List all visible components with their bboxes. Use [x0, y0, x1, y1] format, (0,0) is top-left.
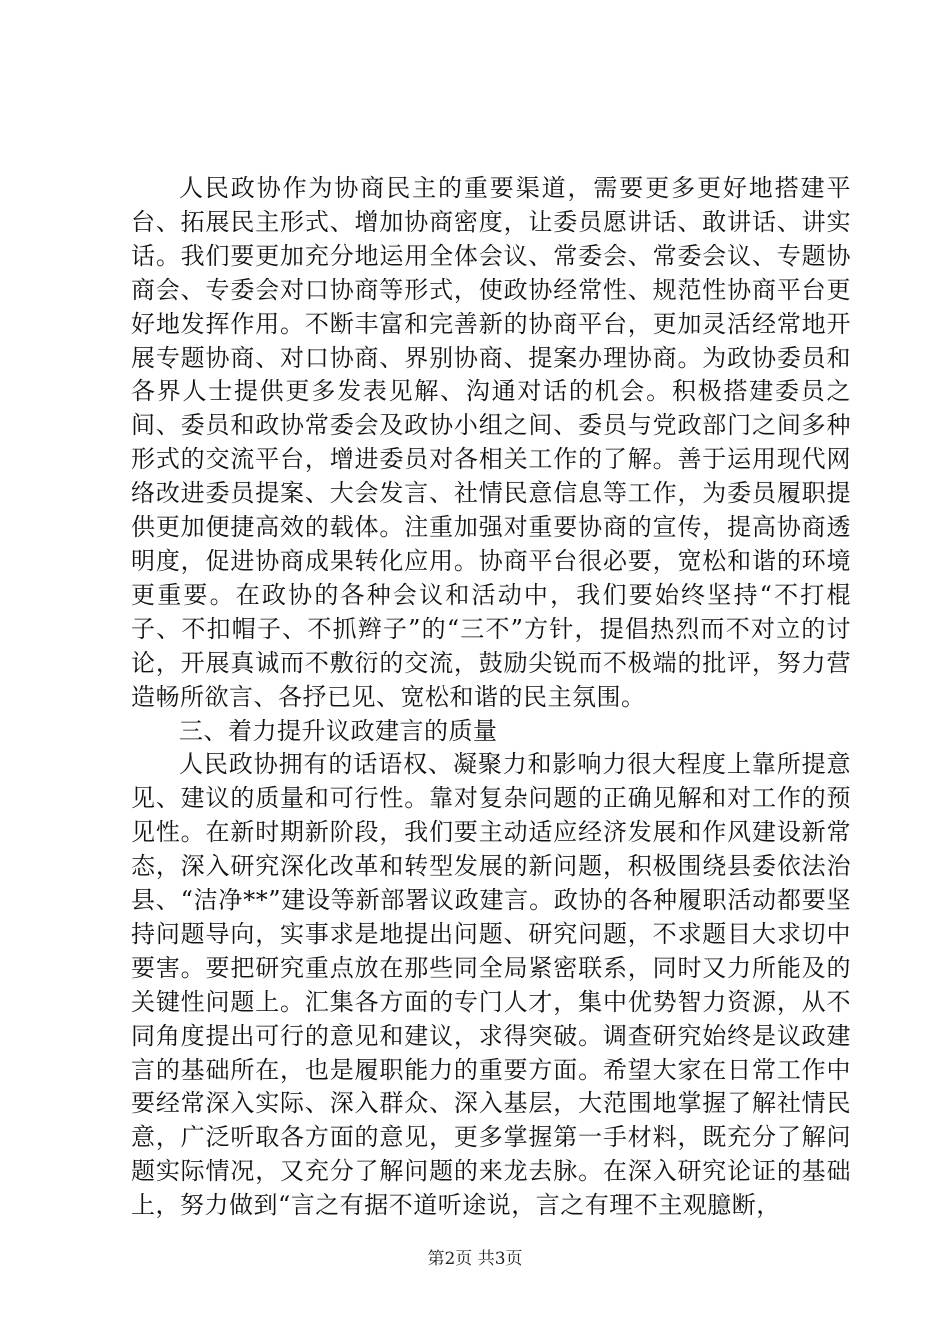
paragraph-platform: 人民政协作为协商民主的重要渠道，需要更多更好地搭建平台、拓展民主形式、增加协商密度，让委员愿讲话、敢讲话、讲实话。我们要更加充分地运用全体会议、常委会、常委会议、专题协商会、专委会对口协商等形式，使政协经常性、规范性协商平台更好地发挥作用。不断丰富和完善新的协商平台，更加灵活经常地开展专题协商、对口协商、界别协商、提案办理协商。为政协委员和各界人士提供更多发表见解、沟通对话的机会。积极搭建委员之间、委员和政协常委会及政协小组之间、委员与党政部门之间多种形式的交流平台，增进委员对各相关工作的了解。善于运用现代网络改进委员提案、大会发言、社情民意信息等工作，为委员履职提供更加便捷高效的载体。注重加强对重要协商的宣传，提高协商透明度，促进协商成果转化应用。协商平台很必要，宽松和谐的环境更重要。在政协的各种会议和活动中，我们要始终坚持“不打棍子、不扣帽子、不抓辫子”的“三不”方针，提倡热烈而不对立的讨论，开展真诚而不敷衍的交流，鼓励尖锐而不极端的批评，努力营造畅所欲言、各抒已见、宽松和谐的民主氛围。 — [131, 174, 851, 711]
document-body — [131, 172, 851, 1223]
section-heading-3: 三、着力提升议政建言的质量 — [179, 716, 498, 745]
page-number-footer: 第2页 共3页 — [427, 1249, 523, 1269]
paragraph-quality: 人民政协拥有的话语权、凝聚力和影响力很大程度上靠所提意见、建议的质量和可行性。靠对复杂问题的正确见解和对工作的预见性。在新时期新阶段，我们要主动适应经济发展和作风建设新常态，深入研究深化改革和转型发展的新问题，积极围绕县委依法治县、“洁净**”建设等新部署议政建言。政协的各种履职活动都要坚持问题导向，实事求是地提出问题、研究问题，不求题目大求切中要害。要把研究重点放在那些同全局紧密联系，同时又力所能及的关键性问题上。汇集各方面的专门人才，集中优势智力资源，从不同角度提出可行的意见和建议，求得突破。调查研究始终是议政建言的基础所在，也是履职能力的重要方面。希望大家在日常工作中要经常深入实际、深入群众、深入基层，大范围地掌握了解社情民意，广泛听取各方面的意见，更多掌握第一手材料，既充分了解问题实际情况，又充分了解问题的来龙去脉。在深入研究论证的基础上，努力做到“言之有据不道听途说，言之有理不主观臆断， — [131, 750, 851, 1220]
